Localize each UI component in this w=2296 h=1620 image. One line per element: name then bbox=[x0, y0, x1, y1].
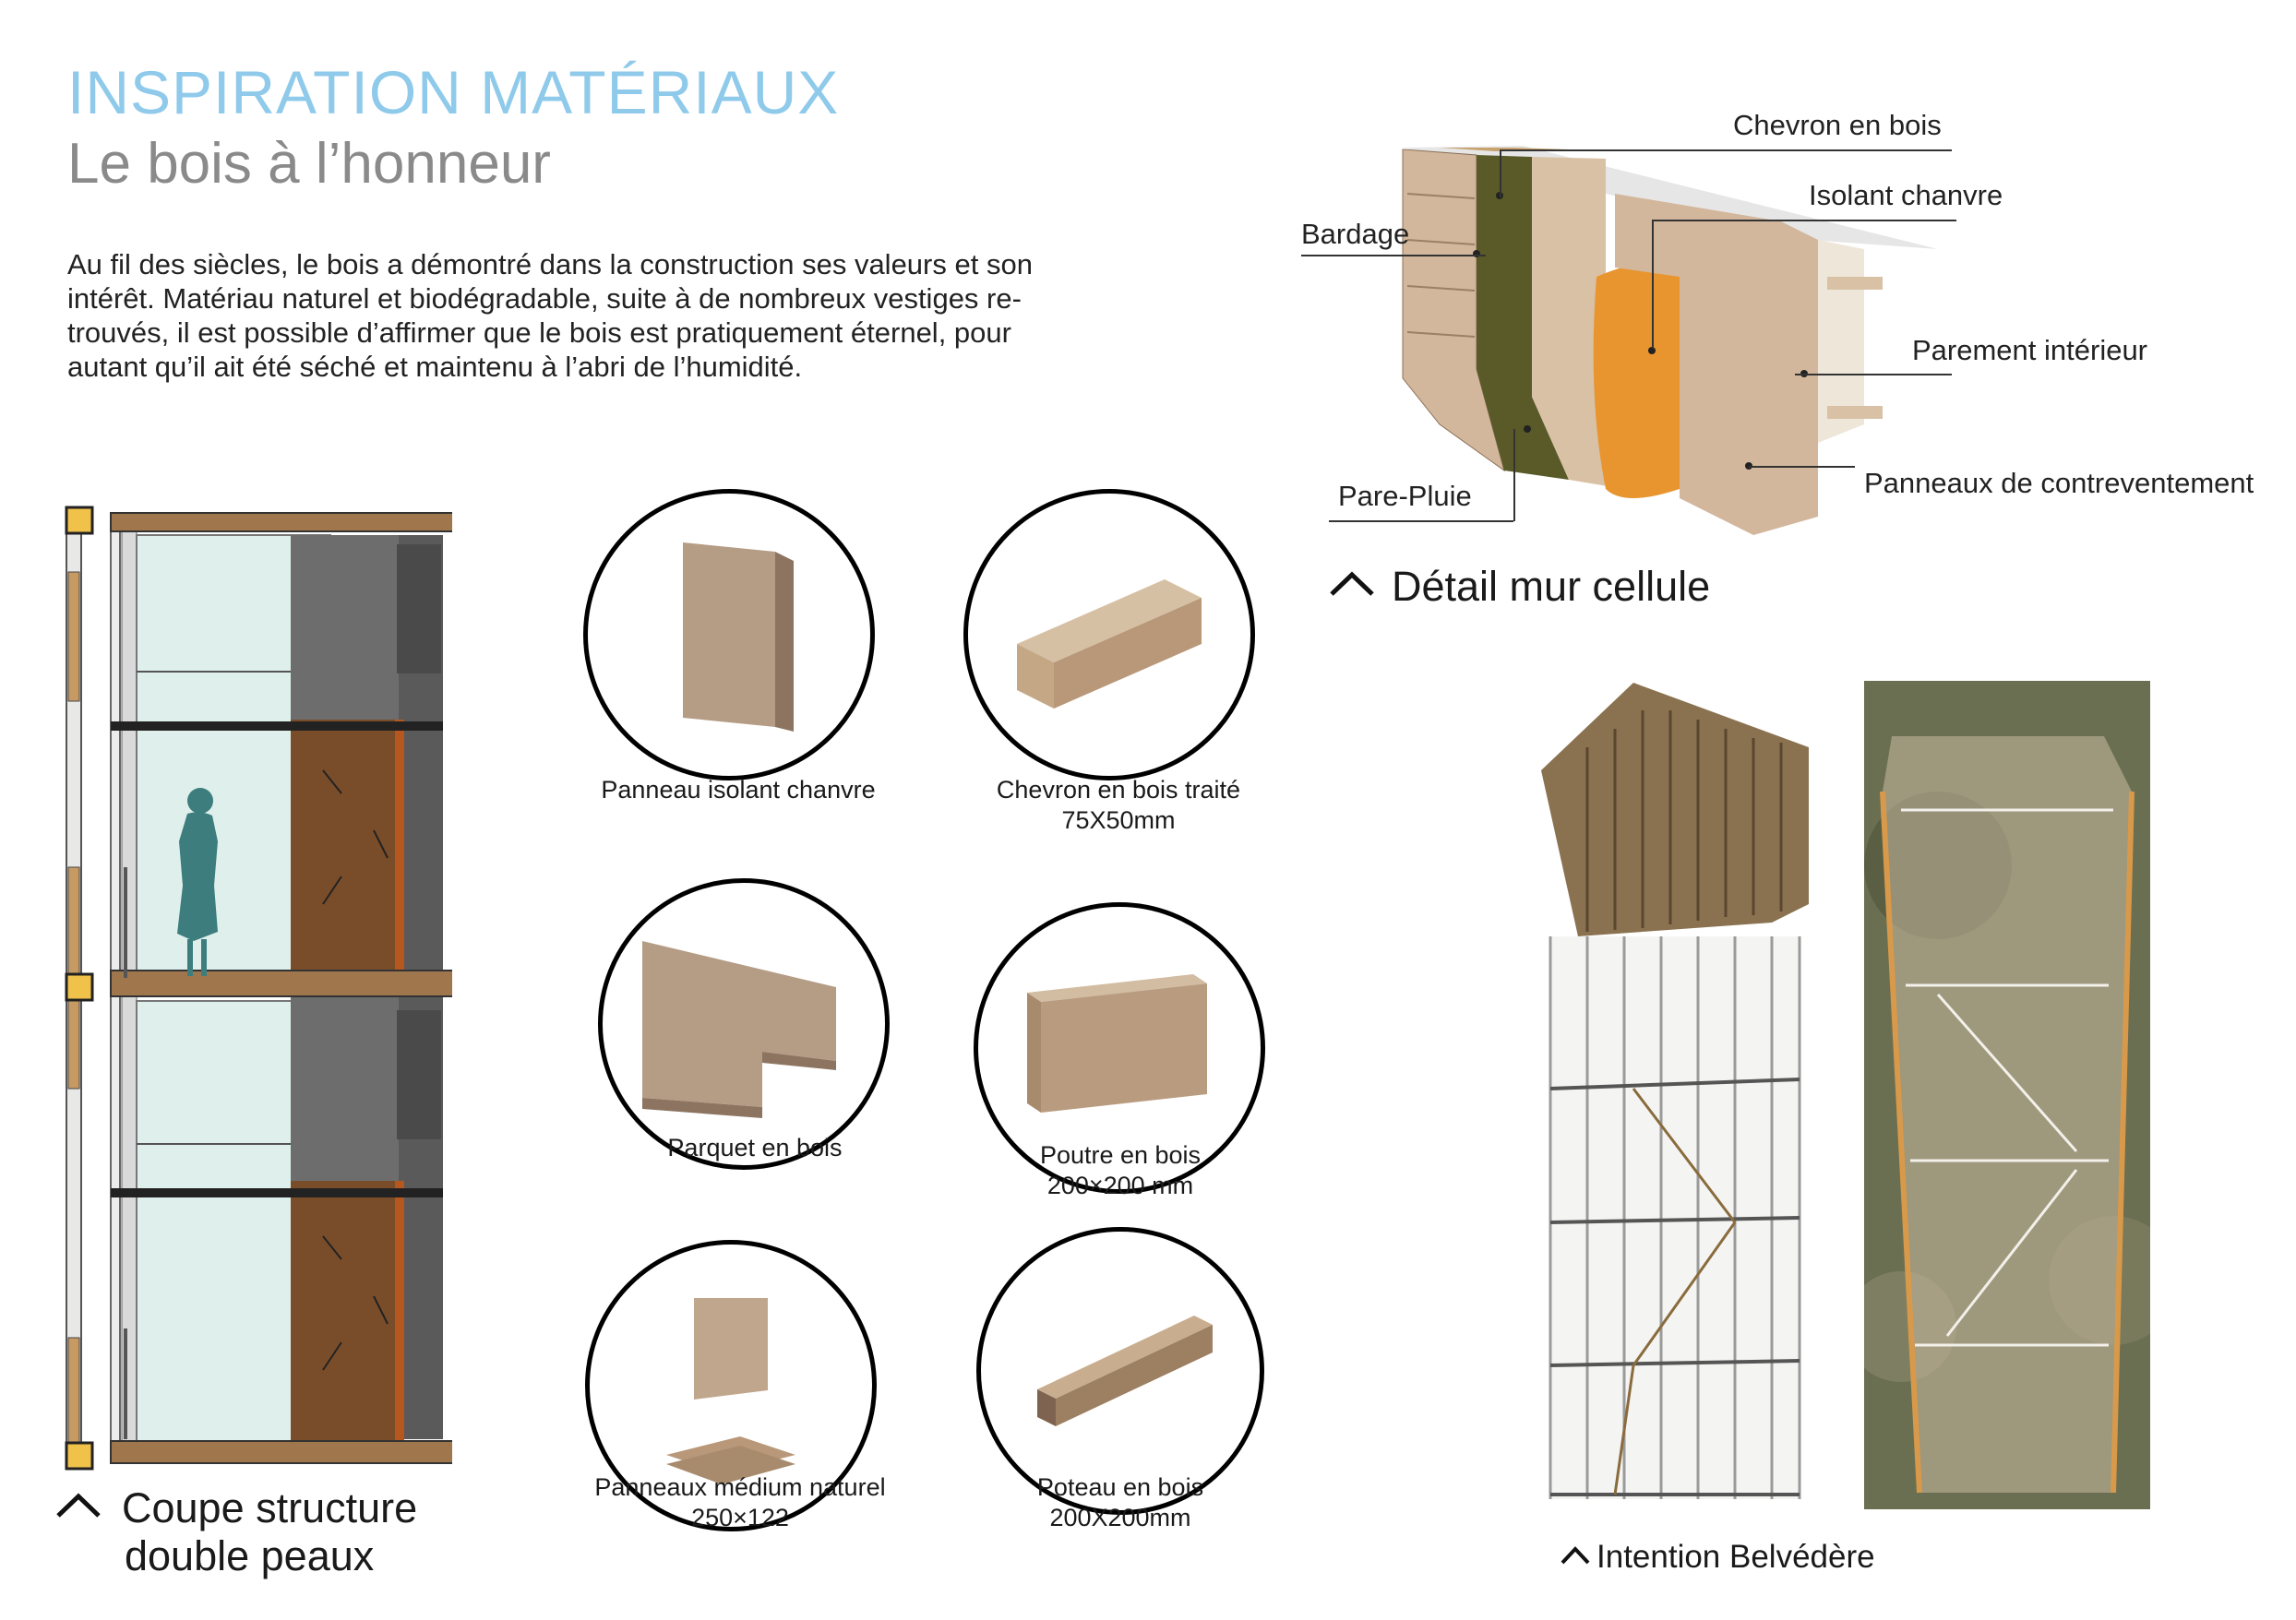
belvedere-photo bbox=[1864, 681, 2150, 1509]
hemp-panel-icon bbox=[637, 533, 821, 736]
leader-line bbox=[1500, 149, 1501, 197]
page-title: INSPIRATION MATÉRIAUX bbox=[67, 58, 840, 126]
parquet-icon bbox=[624, 923, 864, 1126]
rafter-icon bbox=[999, 542, 1220, 727]
material-label bbox=[927, 1472, 1314, 1533]
label-parement: Parement intérieur bbox=[1912, 334, 2148, 366]
label-bardage: Bardage bbox=[1301, 218, 1410, 250]
label-isolant: Isolant chanvre bbox=[1809, 179, 2003, 211]
material-circle-rafter bbox=[963, 489, 1255, 780]
label-pare-pluie: Pare-Pluie bbox=[1338, 480, 1472, 512]
leader-line bbox=[1749, 466, 1855, 468]
intro-line: intérêt. Matériau naturel et biodégradable, suite à de nombreux vestiges re- bbox=[67, 282, 1022, 315]
leader-line bbox=[1329, 520, 1513, 522]
leader-line bbox=[1513, 429, 1515, 521]
material-name: Poteau en bois bbox=[1036, 1473, 1204, 1501]
section-caption bbox=[55, 1481, 417, 1580]
mdf-icon bbox=[639, 1280, 823, 1492]
intro-line: trouvés, il est possible d’affirmer que le bois est pratiquement éternel, pour bbox=[67, 316, 1011, 349]
caption-text: Détail mur cellule bbox=[1392, 563, 1711, 610]
material-label bbox=[925, 775, 1312, 836]
caption-line: double peaux bbox=[125, 1532, 375, 1579]
intro-line: Au fil des siècles, le bois a démontré dans la construction ses valeurs et son bbox=[67, 248, 1033, 280]
material-name: Parquet en bois bbox=[667, 1134, 843, 1161]
material-circle-parquet bbox=[598, 878, 890, 1170]
material-circle-hemp-panel bbox=[583, 489, 875, 780]
caption-text: Intention Belvédère bbox=[1596, 1539, 1875, 1575]
leader-line bbox=[1652, 220, 1956, 221]
caption-line: Coupe structure bbox=[122, 1484, 418, 1531]
chevron-up-icon bbox=[1560, 1537, 1591, 1574]
page-subtitle: Le bois à l’honneur bbox=[67, 132, 551, 196]
leader-line bbox=[1301, 255, 1486, 256]
material-size: 200×200 mm bbox=[1046, 1172, 1194, 1199]
material-name: Poutre en bois bbox=[1039, 1141, 1202, 1169]
post-icon bbox=[1010, 1279, 1231, 1463]
material-size: 250×122 bbox=[691, 1504, 789, 1531]
intro-paragraph bbox=[67, 247, 1129, 384]
material-label bbox=[544, 775, 932, 805]
label-chevron: Chevron en bois bbox=[1733, 109, 1942, 141]
leader-line bbox=[1500, 149, 1952, 151]
wall-caption bbox=[1329, 559, 1710, 611]
section-drawing bbox=[55, 498, 452, 1476]
material-size: 200X200mm bbox=[1049, 1504, 1191, 1531]
material-label bbox=[927, 1140, 1314, 1201]
chevron-up-icon bbox=[1329, 559, 1375, 607]
label-panneaux: Panneaux de contreventement bbox=[1864, 467, 2254, 499]
intro-line: autant qu’il ait été séché et maintenu à l’abri de l’humidité. bbox=[67, 351, 803, 383]
belvedere-render bbox=[1532, 683, 1827, 1504]
material-label bbox=[546, 1472, 934, 1533]
belvedere-caption bbox=[1560, 1537, 1875, 1576]
leader-line bbox=[1795, 374, 1952, 375]
beam-icon bbox=[1009, 956, 1230, 1140]
material-label bbox=[561, 1133, 949, 1163]
chevron-up-icon bbox=[55, 1481, 102, 1529]
material-name: Panneau isolant chanvre bbox=[601, 776, 876, 804]
material-name: Panneaux médium naturel bbox=[594, 1473, 886, 1501]
material-name: Chevron en bois traité bbox=[996, 776, 1241, 804]
leader-line bbox=[1652, 220, 1654, 349]
material-size: 75X50mm bbox=[1061, 806, 1176, 834]
